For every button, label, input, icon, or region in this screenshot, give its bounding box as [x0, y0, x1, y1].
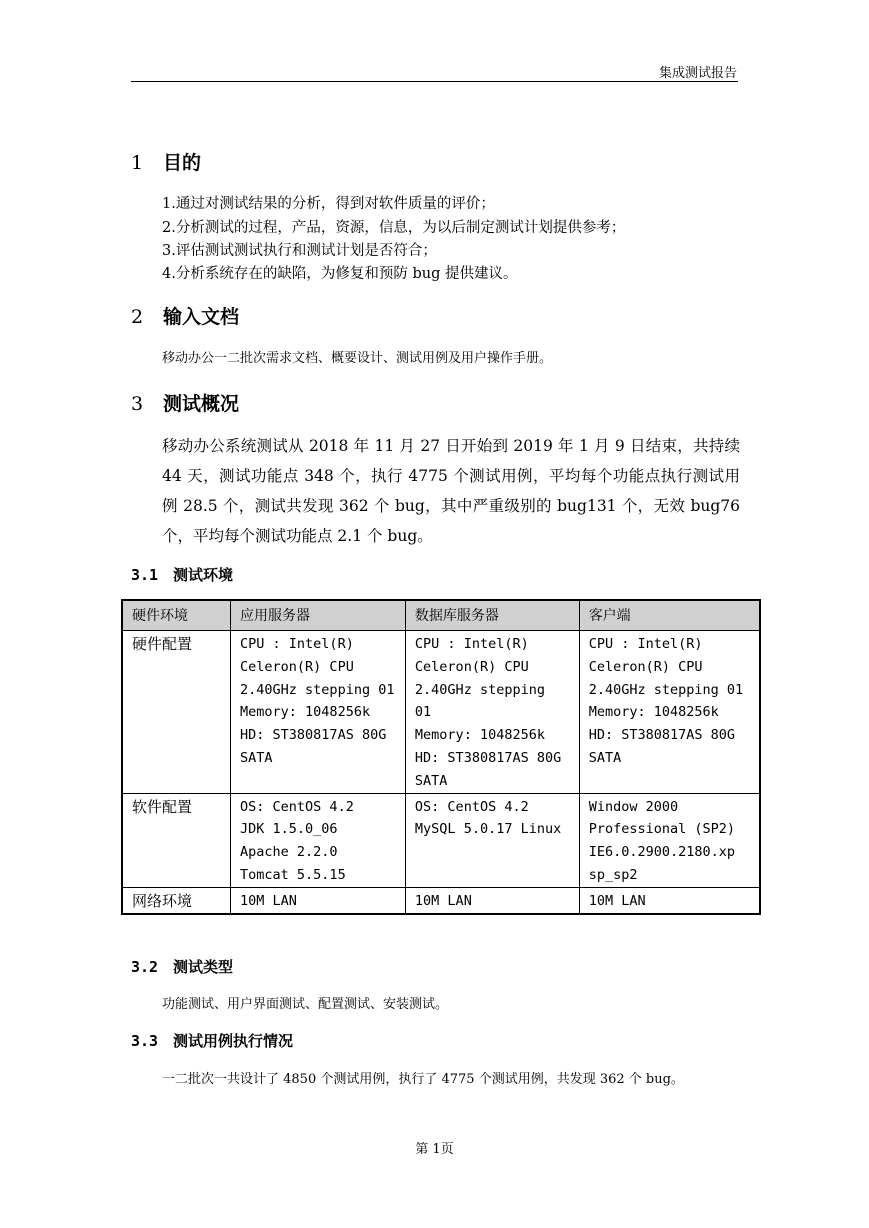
test-execution-text: 一二批次一共设计了 4850 个测试用例，执行了 4775 个测试用例，共发现 362 个 bug。 [162, 1072, 684, 1087]
header-rule [131, 81, 738, 82]
table-cell [405, 631, 579, 794]
page-number: 第 1页 [415, 1142, 454, 1157]
goal-item: 1.通过对测试结果的分析，得到对软件质量的评价； [162, 196, 495, 212]
cell-line: 10M LAN [240, 892, 297, 909]
table-row [122, 887, 760, 913]
section-3-number: 3 [131, 393, 144, 415]
table-cell [579, 887, 760, 913]
row-label: 硬件配置 [122, 631, 231, 794]
cell-line: Apache 2.2.0 [240, 844, 338, 861]
cell-line: SATA [240, 749, 273, 766]
cell-line: 10M LAN [588, 892, 646, 909]
section-3-3-title: 测试用例执行情况 [173, 1032, 294, 1050]
cell-line: HD: ST380817AS 80G [414, 749, 562, 766]
section-3-2-number: 3.2 [131, 958, 159, 976]
cell-line: 01 [414, 704, 432, 721]
row-label: 软件配置 [122, 793, 231, 887]
section-3-2-title: 测试类型 [173, 958, 234, 976]
cell-line: HD: ST380817AS 80G [240, 727, 387, 744]
test-types-text: 功能测试、用户界面测试、配置测试、安装测试。 [162, 997, 449, 1012]
cell-line: SATA [588, 749, 622, 766]
header-title: 集成测试报告 [658, 66, 737, 81]
section-1-number: 1 [131, 152, 144, 174]
cell-line: HD: ST380817AS 80G [588, 727, 735, 744]
table-cell [231, 631, 406, 794]
table-cell [231, 887, 406, 913]
cell-line: 2.40GHz stepping 01 [240, 681, 395, 698]
goal-item: 2.分析测试的过程，产品，资源，信息，为以后制定测试计划提供参考； [162, 220, 626, 236]
section-1-title: 目的 [163, 152, 202, 174]
table-cell [579, 631, 760, 794]
cell-line: JDK 1.5.0_06 [240, 821, 338, 838]
goal-item: 3.评估测试测试执行和测试计划是否符合； [162, 243, 437, 259]
cell-line: Celeron(R) CPU [588, 658, 703, 675]
cell-line: CPU : Intel(R) [240, 636, 354, 652]
section-2-heading [131, 302, 239, 329]
table-row [122, 631, 760, 794]
table-cell [405, 887, 579, 913]
cell-line: MySQL 5.0.17 Linux [414, 821, 562, 838]
table-header-cell: 数据库服务器 [405, 600, 579, 631]
environment-table [121, 599, 761, 915]
cell-line: Window 2000 [588, 798, 679, 815]
section-3-heading [131, 389, 239, 416]
cell-line: sp_sp2 [588, 866, 638, 883]
section-3-3-heading [131, 1030, 293, 1051]
cell-line: Professional (SP2) [588, 821, 735, 838]
section-2-title: 输入文档 [163, 306, 240, 328]
section-3-title: 测试概况 [163, 393, 240, 415]
cell-line: 10M LAN [414, 892, 472, 909]
table-cell [579, 793, 760, 887]
cell-line: OS: CentOS 4.2 [240, 798, 354, 815]
cell-line: CPU : Intel(R) [588, 636, 703, 652]
table-header-cell: 硬件环境 [122, 600, 231, 631]
section-3-1-title: 测试环境 [173, 566, 234, 584]
goal-item: 4.分析系统存在的缺陷，为修复和预防 bug 提供建议。 [162, 266, 518, 282]
overview-paragraph: 移动办公系统测试从 2018 年 11 月 27 日开始到 2019 年 1 月 9 日结束，共持续 44 天，测试功能点 348 个，执行 4775 个测试用例，平均每个功能点执行测试用例 28.5 个，测试共发现 362 个 bug，其中严重级别的 bug131 个，无效 bug76 个，平均每个测试功能点 2.1 个 bug。 [162, 437, 740, 545]
cell-line: IE6.0.2900.2180.xp [588, 844, 735, 861]
section-2-number: 2 [131, 306, 144, 328]
cell-line: Memory: 1048256k [414, 727, 545, 744]
section-3-3-number: 3.3 [131, 1032, 159, 1050]
input-docs-text: 移动办公一二批次需求文档、概要设计、测试用例及用户操作手册。 [162, 351, 553, 366]
table-header-cell: 应用服务器 [231, 600, 406, 631]
section-3-1-heading [131, 564, 233, 585]
cell-line: CPU : Intel(R) [414, 636, 529, 652]
cell-line: Celeron(R) CPU [414, 658, 529, 675]
section-3-2-heading [131, 956, 233, 977]
row-label: 网络环境 [122, 887, 231, 913]
table-header-row [122, 600, 760, 631]
cell-line: Tomcat 5.5.15 [240, 866, 346, 883]
cell-line: 2.40GHz stepping 01 [588, 681, 744, 698]
table-cell [405, 793, 579, 887]
cell-line: Celeron(R) CPU [240, 658, 354, 675]
cell-line: SATA [414, 772, 448, 789]
section-1-heading [131, 148, 201, 175]
table-row [122, 793, 760, 887]
cell-line: OS: CentOS 4.2 [414, 798, 529, 815]
section-3-1-number: 3.1 [131, 566, 159, 584]
table-header-cell: 客户端 [579, 600, 760, 631]
cell-line: Memory: 1048256k [588, 704, 719, 721]
cell-line: Memory: 1048256k [240, 704, 371, 721]
table-cell [231, 793, 406, 887]
cell-line: 2.40GHz stepping [414, 681, 545, 698]
